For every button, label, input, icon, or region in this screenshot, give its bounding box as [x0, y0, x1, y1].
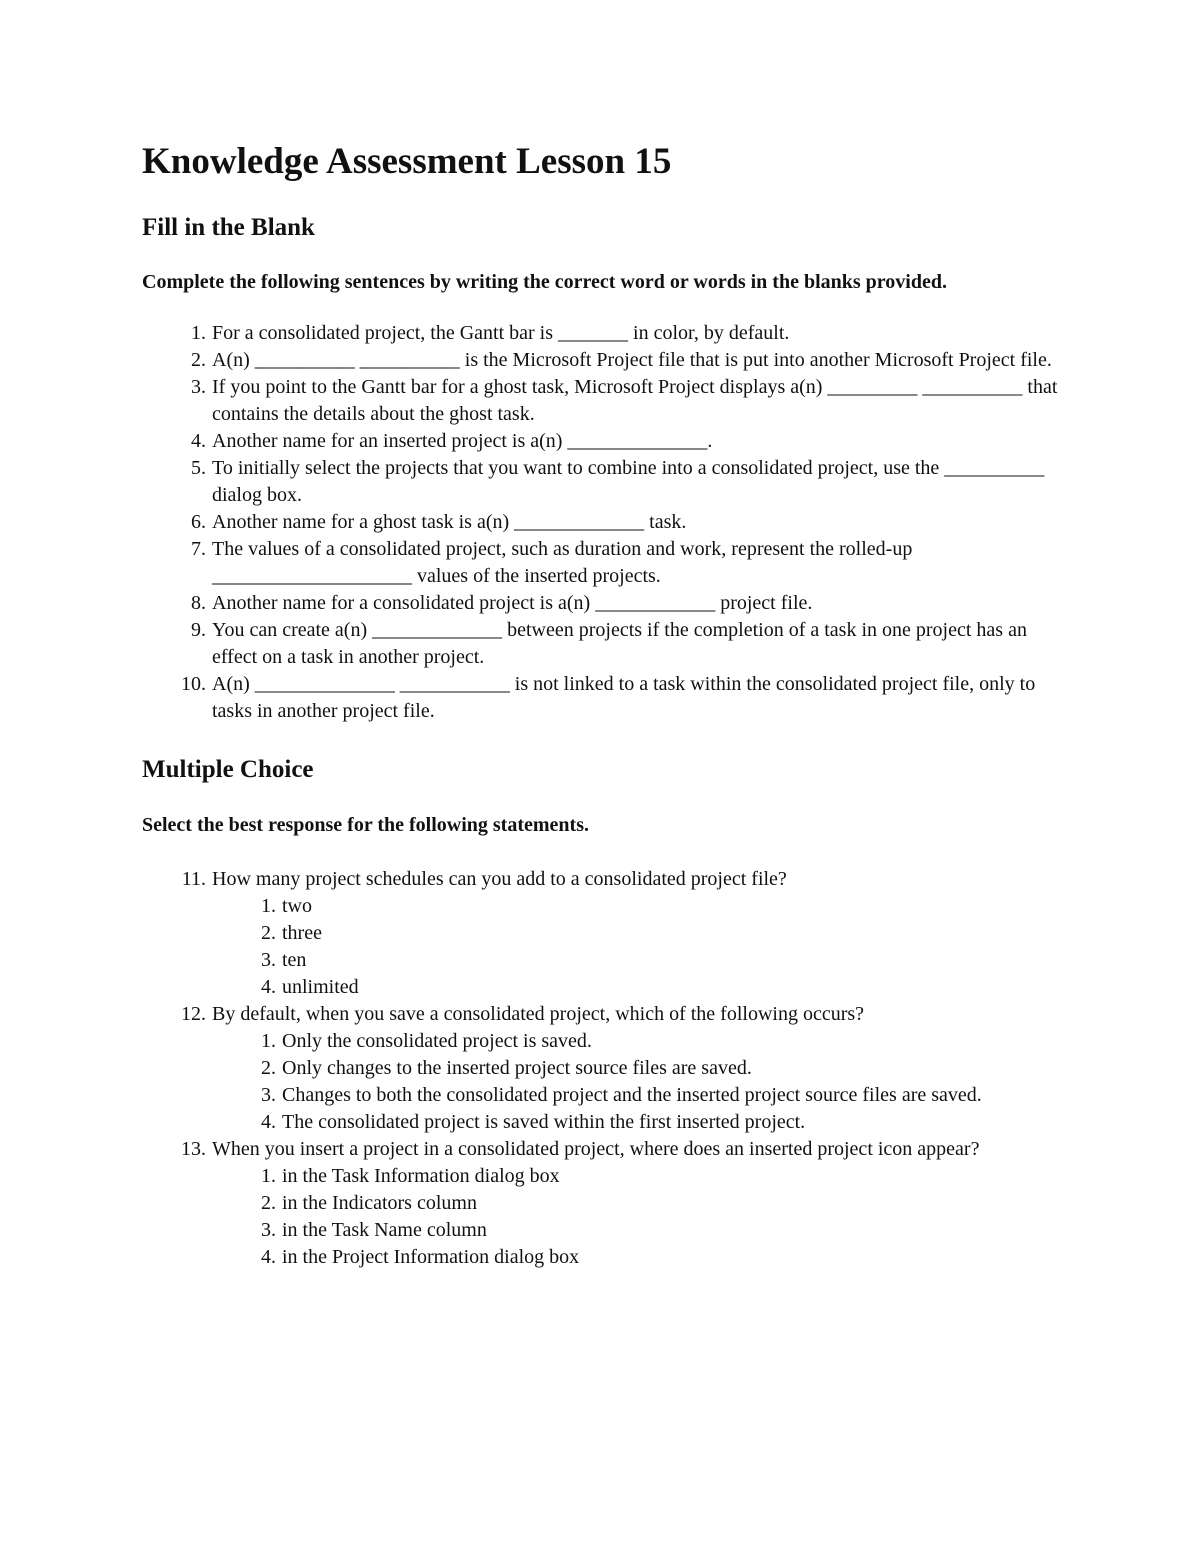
multiple-choice-list	[142, 866, 1062, 1271]
question-item	[142, 536, 1062, 590]
question-item	[142, 866, 1062, 1001]
question-number: 4.	[191, 430, 206, 452]
question-text: A(n) __________ __________ is the Microsoft Project file that is put into another Microsoft Project file.	[212, 349, 1052, 371]
question-item	[142, 1136, 1062, 1271]
option-item	[212, 1055, 1062, 1082]
question-number: 2.	[191, 349, 206, 371]
question-item	[142, 320, 1062, 347]
question-text: Another name for a consolidated project is a(n) ____________ project file.	[212, 592, 813, 614]
question-number: 11.	[181, 868, 206, 890]
option-list	[212, 1028, 1062, 1136]
question-number: 13.	[181, 1138, 206, 1160]
option-number: 4.	[261, 1111, 276, 1133]
question-number: 6.	[191, 511, 206, 533]
option-list	[212, 1163, 1062, 1271]
document-page	[142, 140, 1062, 1271]
option-item	[212, 974, 1062, 1001]
option-item	[212, 920, 1062, 947]
question-number: 12.	[181, 1003, 206, 1025]
question-number: 5.	[191, 457, 206, 479]
fill-blank-heading: Fill in the Blank	[142, 214, 315, 241]
option-number: 2.	[261, 1057, 276, 1079]
option-text: Only the consolidated project is saved.	[282, 1030, 592, 1052]
question-number: 10.	[181, 673, 206, 695]
option-text: in the Project Information dialog box	[282, 1246, 580, 1268]
option-item	[212, 1163, 1062, 1190]
option-number: 1.	[261, 1165, 276, 1187]
option-item	[212, 1190, 1062, 1217]
question-item	[142, 509, 1062, 536]
option-item	[212, 1244, 1062, 1271]
option-number: 3.	[261, 949, 276, 971]
question-item	[142, 617, 1062, 671]
question-number: 3.	[191, 376, 206, 398]
option-number: 2.	[261, 922, 276, 944]
question-text: Another name for a ghost task is a(n) _____________ task.	[212, 511, 687, 533]
option-item	[212, 1217, 1062, 1244]
option-item	[212, 1028, 1062, 1055]
fill-blank-list	[142, 320, 1062, 725]
question-number: 9.	[191, 619, 206, 641]
option-number: 2.	[261, 1192, 276, 1214]
option-item	[212, 1082, 1062, 1109]
option-number: 3.	[261, 1084, 276, 1106]
question-item	[142, 455, 1062, 509]
question-item	[142, 590, 1062, 617]
option-text: in the Task Name column	[282, 1219, 487, 1241]
question-item	[142, 671, 1062, 725]
option-number: 1.	[261, 895, 276, 917]
fill-blank-instructions: Complete the following sentences by writing the correct word or words in the blanks provided.	[142, 271, 947, 293]
question-text: When you insert a project in a consolidated project, where does an inserted project icon appear?	[212, 1138, 980, 1160]
option-text: Changes to both the consolidated project and the inserted project source files are saved.	[282, 1084, 982, 1106]
option-text: The consolidated project is saved within the first inserted project.	[282, 1111, 806, 1133]
option-number: 4.	[261, 976, 276, 998]
option-text: two	[282, 895, 312, 917]
multiple-choice-heading: Multiple Choice	[142, 756, 314, 783]
question-item	[142, 347, 1062, 374]
question-item	[142, 1001, 1062, 1136]
question-text: For a consolidated project, the Gantt bar is _______ in color, by default.	[212, 322, 790, 344]
question-text: Another name for an inserted project is a(n) ______________.	[212, 430, 713, 452]
multiple-choice-instructions: Select the best response for the following statements.	[142, 814, 589, 836]
option-number: 4.	[261, 1246, 276, 1268]
question-text: By default, when you save a consolidated project, which of the following occurs?	[212, 1003, 865, 1025]
question-text: The values of a consolidated project, such as duration and work, represent the rolled-up ____________________ values of the inserted projects.	[212, 538, 918, 587]
option-list	[212, 893, 1062, 1001]
option-text: in the Indicators column	[282, 1192, 477, 1214]
option-item	[212, 893, 1062, 920]
option-item	[212, 947, 1062, 974]
option-item	[212, 1109, 1062, 1136]
question-text: How many project schedules can you add to a consolidated project file?	[212, 868, 787, 890]
question-text: A(n) ______________ ___________ is not linked to a task within the consolidated project file, only to tasks in another project file.	[212, 673, 1041, 722]
question-text: You can create a(n) _____________ between projects if the completion of a task in one project has an effect on a task in another project.	[212, 619, 1032, 668]
question-number: 1.	[191, 322, 206, 344]
question-item	[142, 428, 1062, 455]
option-number: 1.	[261, 1030, 276, 1052]
question-text: To initially select the projects that you want to combine into a consolidated project, use the __________ dialog box.	[212, 457, 1050, 506]
question-number: 8.	[191, 592, 206, 614]
option-number: 3.	[261, 1219, 276, 1241]
option-text: Only changes to the inserted project source files are saved.	[282, 1057, 752, 1079]
question-item	[142, 374, 1062, 428]
option-text: three	[282, 922, 322, 944]
question-text: If you point to the Gantt bar for a ghost task, Microsoft Project displays a(n) _________ __________ that contains the details about the ghost task.	[212, 376, 1063, 425]
page-title: Knowledge Assessment Lesson 15	[142, 141, 672, 182]
question-number: 7.	[191, 538, 206, 560]
option-text: ten	[282, 949, 307, 971]
option-text: in the Task Information dialog box	[282, 1165, 560, 1187]
option-text: unlimited	[282, 976, 359, 998]
